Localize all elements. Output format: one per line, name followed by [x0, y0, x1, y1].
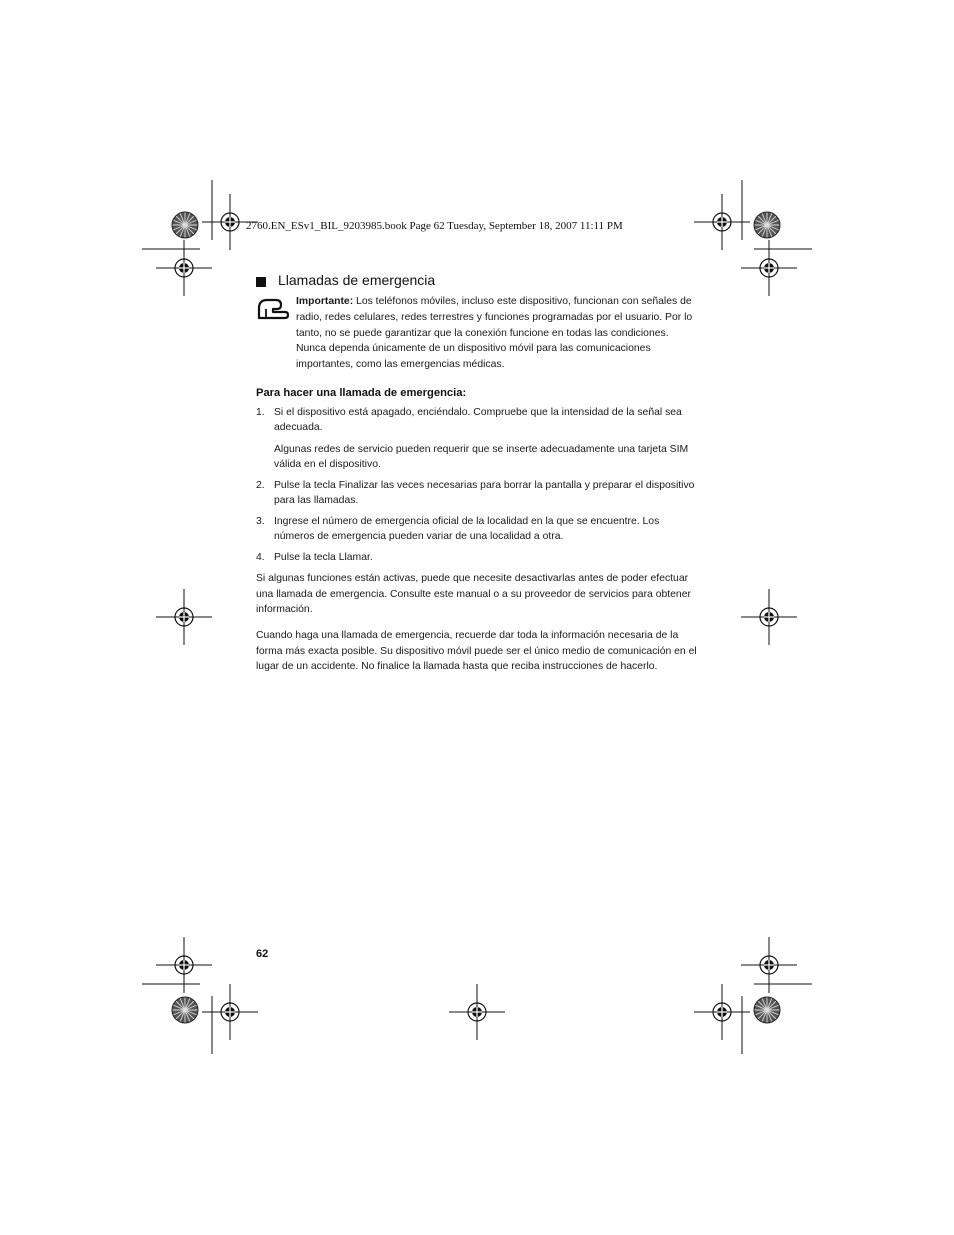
list-item — [256, 478, 702, 509]
step-number: 4. — [256, 551, 265, 563]
body-paragraph: Cuando haga una llamada de emergencia, recuerde dar toda la información necesaria de la forma más exacta posible. Su dispositivo móvil puede ser el único medio de comunicación en el lugar de un accidente. No finalice la llamada hasta que reciba instrucciones de hacerlo. — [256, 630, 697, 673]
section-heading — [256, 272, 702, 294]
procedure-heading: Para hacer una llamada de emergencia: — [256, 386, 467, 399]
list-item — [256, 405, 702, 473]
procedure-steps — [256, 405, 702, 566]
step-number: 2. — [256, 479, 265, 491]
important-label: Importante: — [296, 296, 354, 307]
page-content — [256, 272, 702, 685]
print-slug-line: 2760.EN_ESv1_BIL_9203985.book Page 62 Tuesday, September 18, 2007 11:11 PM — [246, 220, 623, 232]
step-number: 3. — [256, 515, 265, 527]
page-number: 62 — [256, 948, 269, 960]
section-title: Llamadas de emergencia — [278, 272, 436, 288]
step-extra-text: Algunas redes de servicio pueden requerir que se inserte adecuadamente una tarjeta SIM válida en el dispositivo. — [274, 443, 689, 471]
section-bullet-icon — [256, 277, 266, 287]
list-item — [256, 514, 702, 545]
body-paragraph: Si algunas funciones están activas, puede que necesite desactivarlas antes de poder efectuar una llamada de emergencia. Consulte este manual o a su proveedor de servicios para obtener información. — [256, 573, 691, 616]
step-number: 1. — [256, 406, 265, 418]
important-hand-icon — [256, 296, 290, 322]
step-text: Pulse la tecla Llamar. — [274, 551, 373, 563]
important-note-text — [296, 294, 700, 373]
important-note-body: Los teléfonos móviles, incluso este dispositivo, funcionan con señales de radio, redes celulares, redes terrestres y funciones programadas por el usuario. Por lo tanto, no se puede garantizar que la conexión funcione en todas las condiciones. Nunca dependa únicamente de un dispositivo móvil para las comunicaciones importantes, como las emergencias médicas. — [296, 296, 693, 371]
step-text: Si el dispositivo está apagado, enciéndalo. Compruebe que la intensidad de la señal sea adecuada. — [274, 406, 682, 434]
step-text: Ingrese el número de emergencia oficial de la localidad en la que se encuentre. Los números de emergencia pueden variar de una localidad a otra. — [274, 515, 660, 543]
important-note — [256, 294, 702, 373]
list-item — [256, 550, 702, 566]
step-text: Pulse la tecla Finalizar las veces necesarias para borrar la pantalla y preparar el dispositivo para las llamadas. — [274, 479, 695, 507]
